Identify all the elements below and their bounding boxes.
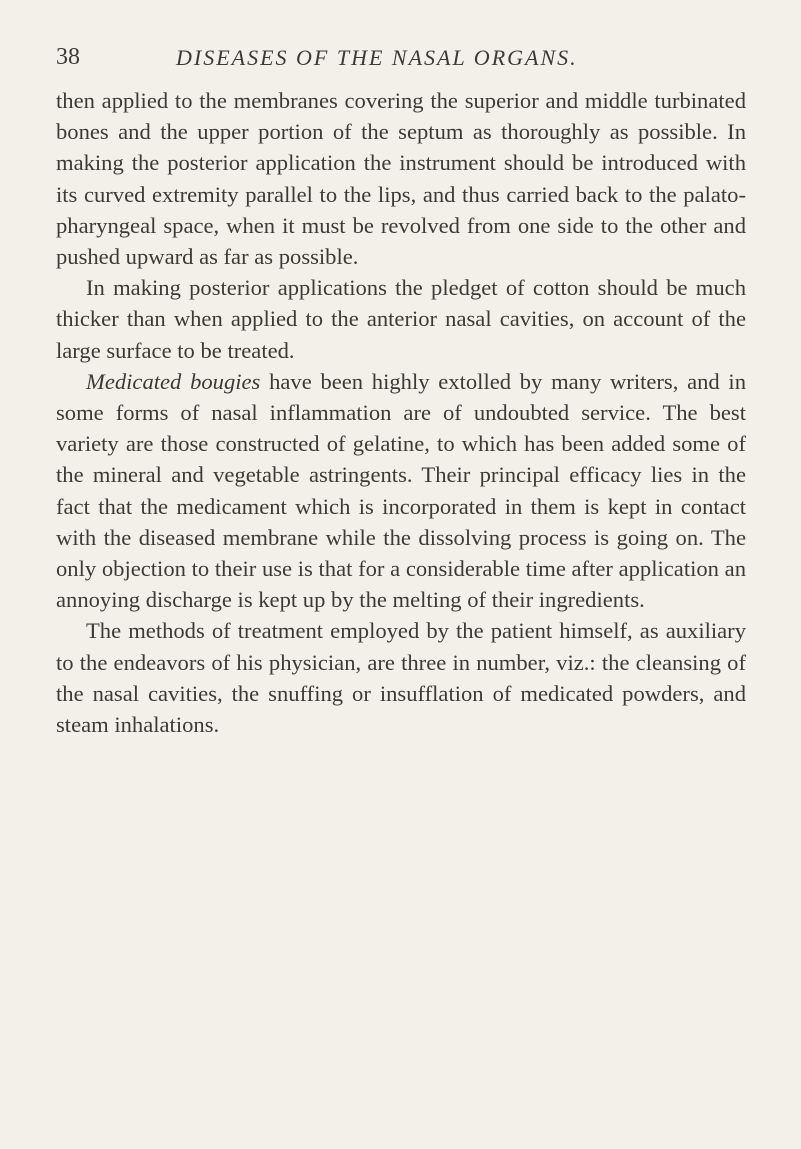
running-title: DISEASES OF THE NASAL ORGANS. [176,45,578,70]
page-number: 38 [56,44,80,70]
paragraph-3 [56,366,746,616]
paragraph-3-text: have been highly extolled by many writers, and in some forms of nasal inflammation are of undoubted service. The best variety are those constructed of gelatine, to which has been added some of the mineral and vegetable astringents. Their principal efficacy lies in the fact that the medicament which is incorporated in them is kept in contact with the diseased membrane while the dissolving process is going on. The only objection to their use is that for a considerable time after application an annoying discharge is kept up by the melting of their ingredients. [56,368,746,613]
running-head [56,44,746,84]
body-text [56,85,746,740]
paragraph-4: The methods of treatment employed by the patient himself, as auxiliary to the endeavors of his physician, are three in number, viz.: the cleansing of the nasal cavities, the snuffing or insufflation of medicated powders, and steam inhalations. [56,618,746,738]
paragraph-2: In making posterior applications the pledget of cotton should be much thicker than when applied to the anterior nasal cavities, on account of the large surface to be treated. [56,275,746,363]
paragraph-1: then applied to the membranes covering the superior and middle turbinated bones and the upper portion of the septum as thoroughly as possible. In making the posterior application the instrument should be introduced with its curved extremity parallel to the lips, and thus carried back to the palato-pharyngeal space, when it must be revolved from one side to the other and pushed upward as far as possible. [56,88,746,270]
paragraph-3-lead: Medicated bougies [86,368,261,394]
